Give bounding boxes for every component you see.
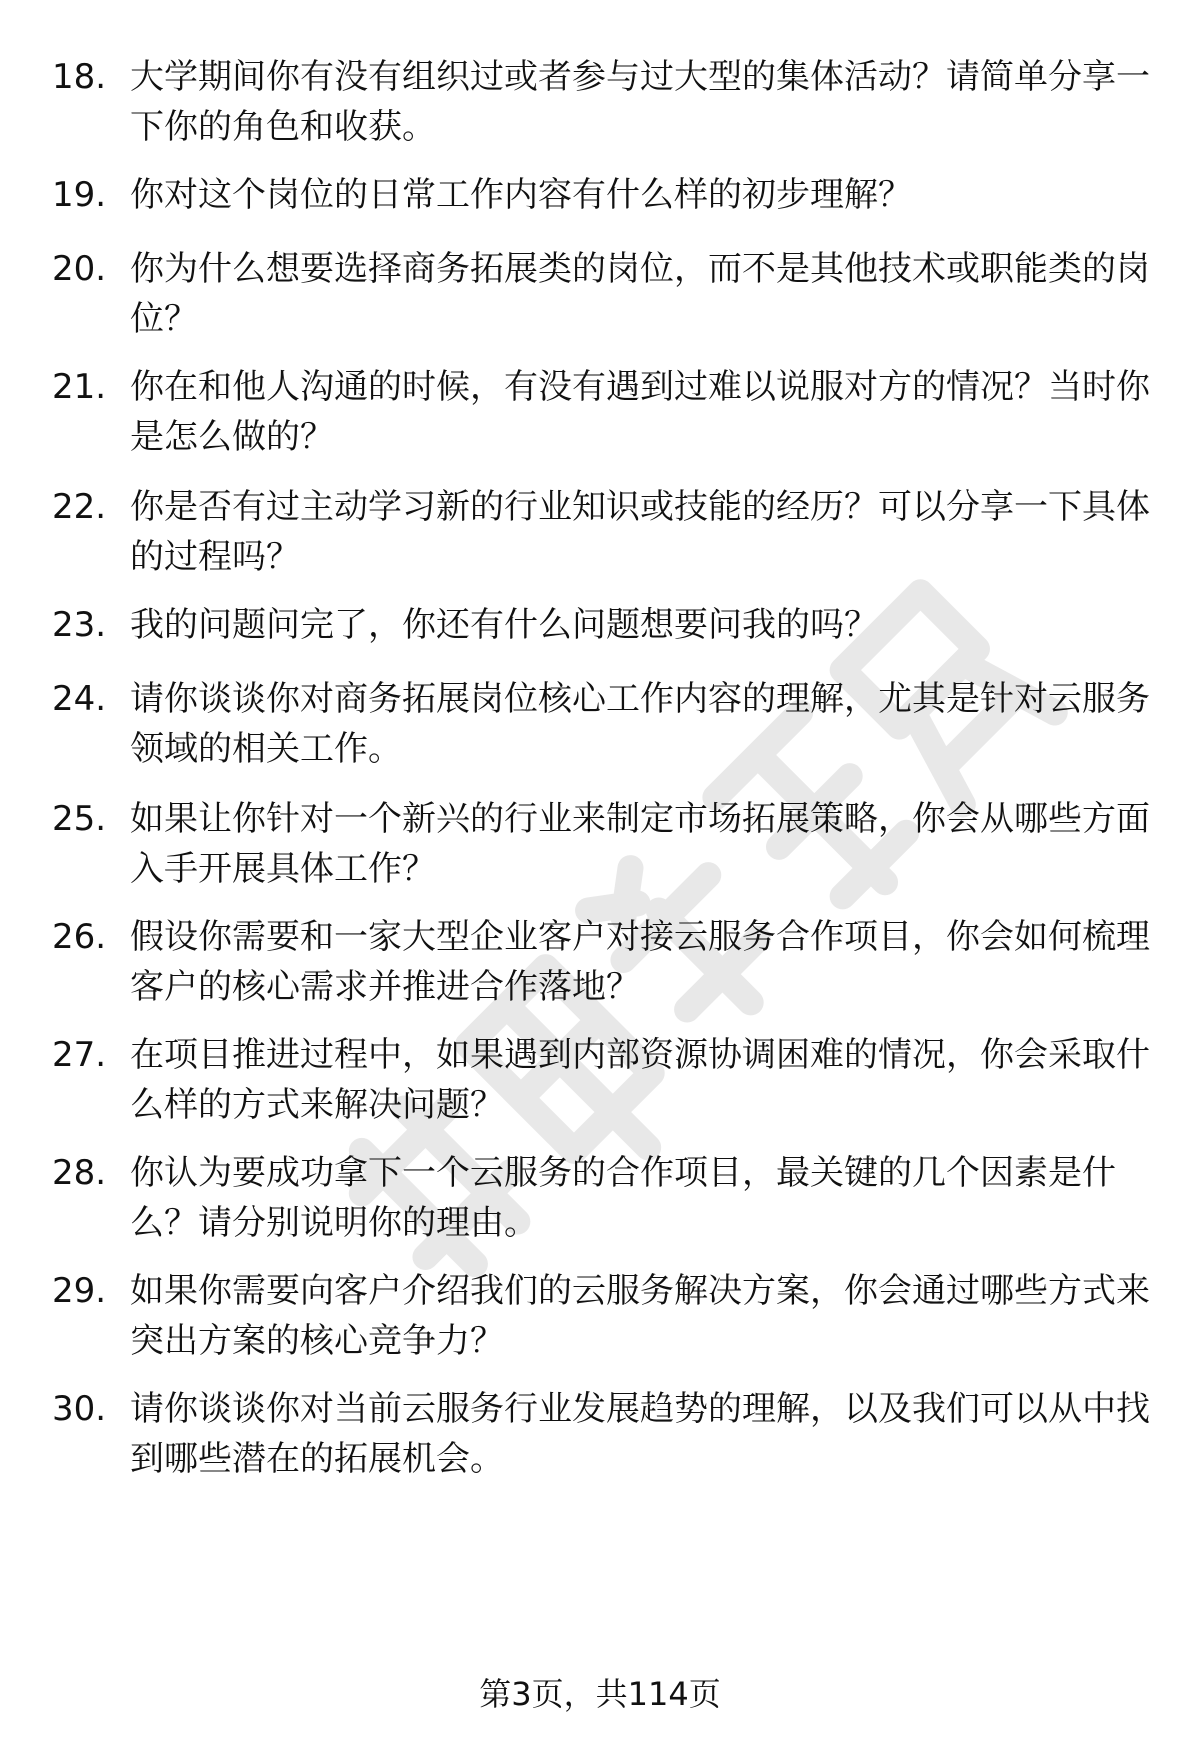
question-item bbox=[0, 52, 1200, 152]
question-item bbox=[0, 1030, 1200, 1130]
question-number: 20. bbox=[52, 249, 107, 289]
question-item bbox=[0, 794, 1200, 894]
question-number: 24. bbox=[52, 679, 107, 719]
page-footer: 第3页，共114页 bbox=[479, 1675, 721, 1713]
question-text: 你在和他人沟通的时候，有没有遇到过难以说服对方的情况？当时你是怎么做的？ bbox=[130, 367, 1150, 457]
question-number: 28. bbox=[52, 1153, 107, 1193]
question-text: 请你谈谈你对当前云服务行业发展趋势的理解，以及我们可以从中找到哪些潜在的拓展机会。 bbox=[130, 1389, 1150, 1479]
question-text: 如果让你针对一个新兴的行业来制定市场拓展策略，你会从哪些方面入手开展具体工作？ bbox=[130, 799, 1150, 889]
question-text: 我的问题问完了，你还有什么问题想要问我的吗？ bbox=[130, 605, 878, 645]
question-text: 大学期间你有没有组织过或者参与过大型的集体活动？请简单分享一下你的角色和收获。 bbox=[130, 57, 1150, 147]
question-item bbox=[0, 912, 1200, 1012]
question-item bbox=[0, 1148, 1200, 1248]
question-text: 假设你需要和一家大型企业客户对接云服务合作项目，你会如何梳理客户的核心需求并推进合作落地？ bbox=[130, 917, 1150, 1007]
question-text: 请你谈谈你对商务拓展岗位核心工作内容的理解，尤其是针对云服务领域的相关工作。 bbox=[130, 679, 1150, 769]
question-number: 25. bbox=[52, 799, 107, 839]
question-number: 22. bbox=[52, 487, 107, 527]
question-item bbox=[0, 482, 1200, 582]
question-item bbox=[0, 1266, 1200, 1366]
question-item bbox=[0, 674, 1200, 774]
question-item bbox=[0, 1384, 1200, 1484]
question-number: 27. bbox=[52, 1035, 107, 1075]
question-number: 26. bbox=[52, 917, 107, 957]
question-number: 30. bbox=[52, 1389, 107, 1429]
question-number: 23. bbox=[52, 605, 107, 645]
question-number: 21. bbox=[52, 367, 107, 407]
question-text: 你认为要成功拿下一个云服务的合作项目，最关键的几个因素是什么？请分别说明你的理由。 bbox=[130, 1153, 1116, 1243]
question-text: 在项目推进过程中，如果遇到内部资源协调困难的情况，你会采取什么样的方式来解决问题？ bbox=[130, 1035, 1150, 1125]
question-text: 你对这个岗位的日常工作内容有什么样的初步理解？ bbox=[130, 175, 912, 215]
question-number: 18. bbox=[52, 57, 107, 97]
question-text: 你是否有过主动学习新的行业知识或技能的经历？可以分享一下具体的过程吗？ bbox=[130, 487, 1150, 577]
question-number: 29. bbox=[52, 1271, 107, 1311]
question-number: 19. bbox=[52, 175, 107, 215]
question-text: 你为什么想要选择商务拓展类的岗位，而不是其他技术或职能类的岗位？ bbox=[130, 249, 1150, 339]
question-item bbox=[0, 362, 1200, 462]
question-item bbox=[0, 244, 1200, 344]
question-text: 如果你需要向客户介绍我们的云服务解决方案，你会通过哪些方式来突出方案的核心竞争力？ bbox=[130, 1271, 1150, 1361]
